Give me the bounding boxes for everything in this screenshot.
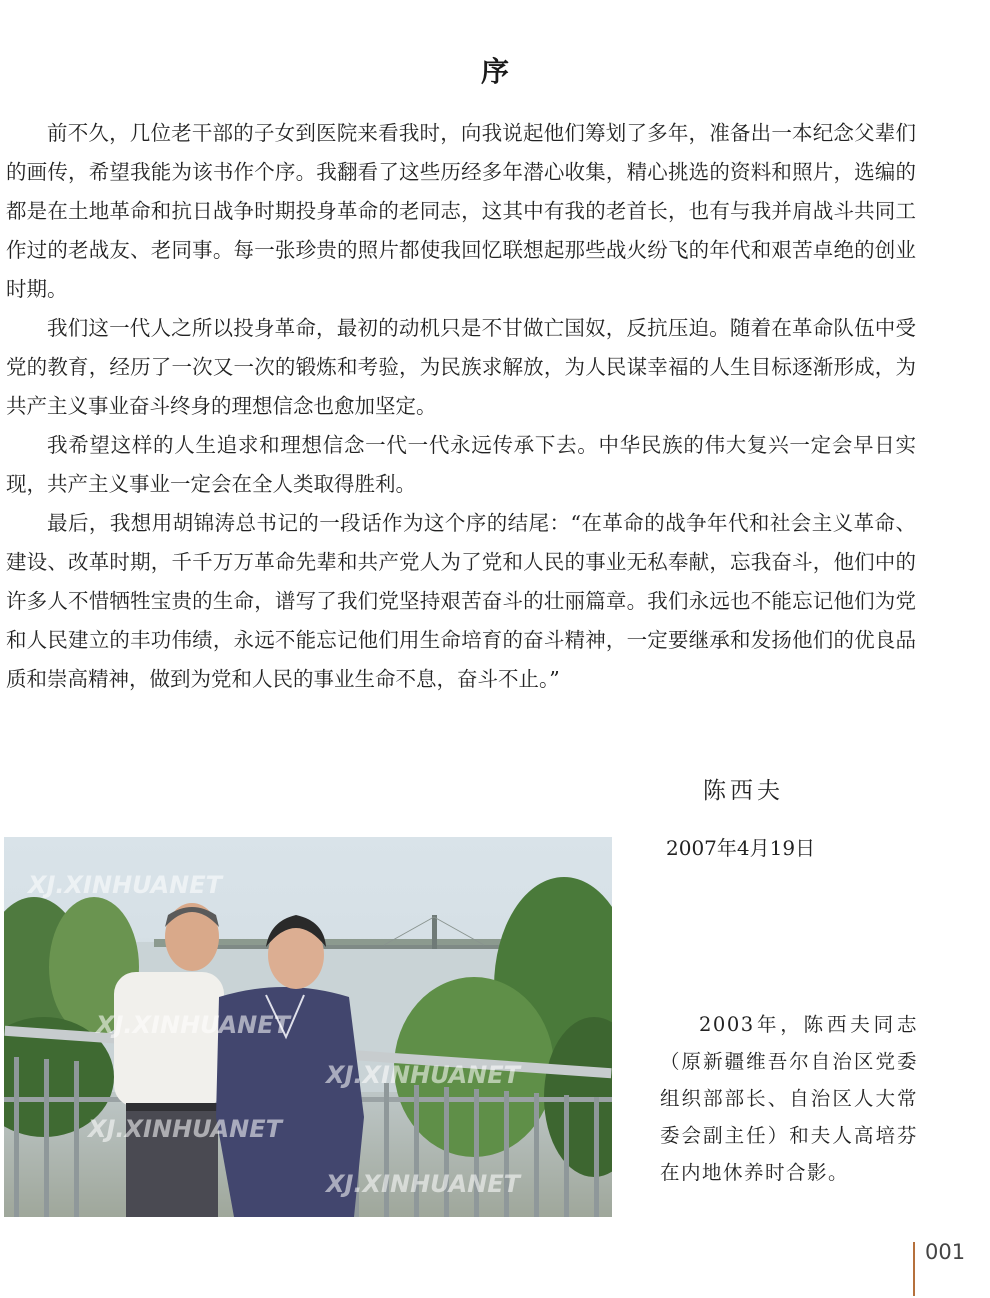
watermark-1: XJ.XINHUANET	[28, 871, 222, 899]
watermark-2: XJ.XINHUANET	[96, 1011, 290, 1039]
paragraph-4: 最后，我想用胡锦涛总书记的一段话作为这个序的结尾：“在革命的战争年代和社会主义革命、建设、改革时期，千千万万革命先辈和共产党人为了党和人民的事业无私奉献，忘我奋斗，他们中的许多人不惜牺牲宝贵的生命，谱写了我们党坚持艰苦奋斗的壮丽篇章。我们永远也不能忘记他们为党和人民建立的丰功伟绩，永远不能忘记他们用生命培育的奋斗精神，一定要继承和发扬他们的优良品质和崇高精神，做到为党和人民的事业生命不息，奋斗不止。”	[6, 511, 916, 691]
trees-right	[394, 877, 612, 1177]
paragraph-1: 前不久，几位老干部的子女到医院来看我时，向我说起他们筹划了多年，准备出一本纪念父辈们的画传，希望我能为该书作个序。我翻看了这些历经多年潜心收集，精心挑选的资料和照片，选编的都是在土地革命和抗日战争时期投身革命的老同志，这其中有我的老首长，也有与我并肩战斗共同工作过的老战友、老同事。每一张珍贵的照片都使我回忆联想起那些战火纷飞的年代和艰苦卓绝的创业时期。	[6, 121, 916, 301]
watermark-4: XJ.XINHUANET	[88, 1115, 282, 1143]
watermark-5: XJ.XINHUANET	[326, 1170, 520, 1198]
author-signature: 陈西夫	[703, 778, 784, 804]
preface-title: 序	[480, 55, 509, 88]
watermark-3: XJ.XINHUANET	[326, 1061, 520, 1089]
photo-caption	[660, 1006, 918, 1191]
signature-date: 2007年4月19日	[666, 836, 816, 860]
page-number: 001	[925, 1240, 966, 1264]
photo-illustration	[4, 837, 612, 1217]
page-number-rule	[913, 1242, 915, 1296]
paragraph-3: 我希望这样的人生追求和理想信念一代一代永远传承下去。中华民族的伟大复兴一定会早日实现，共产主义事业一定会在全人类取得胜利。	[6, 433, 916, 496]
preface-body	[6, 114, 916, 699]
paragraph-2: 我们这一代人之所以投身革命，最初的动机只是不甘做亡国奴，反抗压迫。随着在革命队伍中受党的教育，经历了一次又一次的锻炼和考验，为民族求解放，为人民谋幸福的人生目标逐渐形成，为共产主义事业奋斗终身的理想信念也愈加坚定。	[6, 316, 916, 418]
couple-photo	[4, 837, 612, 1217]
photo-caption-text: 2003年，陈西夫同志（原新疆维吾尔自治区党委组织部部长、自治区人大常委会副主任）和夫人高培芬在内地休养时合影。	[660, 1013, 918, 1184]
